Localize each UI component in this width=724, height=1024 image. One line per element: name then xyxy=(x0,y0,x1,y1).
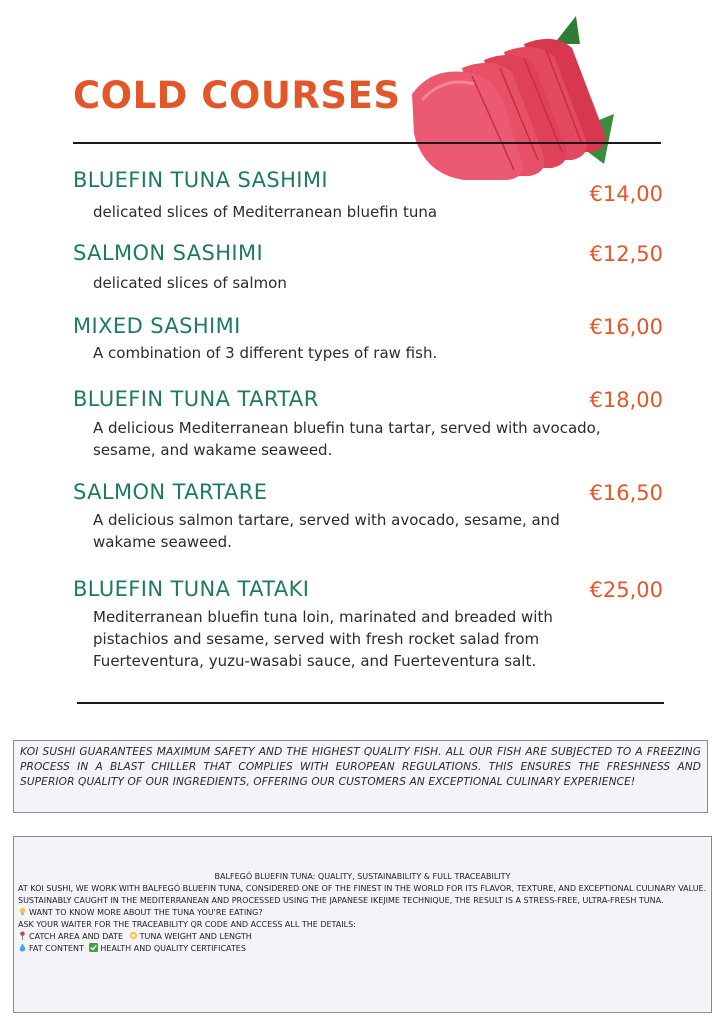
item-name: MIXED SASHIMI xyxy=(73,314,241,338)
menu-item xyxy=(73,479,673,551)
page-title: COLD COURSES xyxy=(73,74,401,117)
traceability-points-row-2: FAT CONTENT HEALTH AND QUALITY CERTIFICATES xyxy=(18,943,707,955)
item-description: A delicious Mediterranean bluefin tuna tartar, served with avocado, sesame, and wakame seaweed. xyxy=(93,419,601,459)
item-description: delicated slices of Mediterranean bluefin tuna xyxy=(93,203,438,221)
item-price: €12,50 xyxy=(589,242,663,266)
item-price: €14,00 xyxy=(589,182,663,206)
menu-item xyxy=(73,313,673,362)
menu-item xyxy=(73,167,673,221)
traceability-question: WANT TO KNOW MORE ABOUT THE TUNA YOU'RE EATING? xyxy=(18,907,707,919)
item-name: SALMON SASHIMI xyxy=(73,241,264,265)
tuna-sashimi-image xyxy=(404,14,624,184)
item-description: delicated slices of salmon xyxy=(93,274,287,292)
pin-icon xyxy=(18,931,27,940)
item-name: SALMON TARTARE xyxy=(73,480,268,504)
item-name: BLUEFIN TUNA SASHIMI xyxy=(73,168,329,192)
traceability-intro: AT KOI SUSHI, WE WORK WITH BALFEGÓ BLUEFIN TUNA, CONSIDERED ONE OF THE FINEST IN THE WORLD FOR ITS FLAVOR, TEXTURE, AND EXCEPTIONAL CULINARY VALUE. xyxy=(18,884,707,893)
item-name: BLUEFIN TUNA TARTAR xyxy=(73,387,319,411)
item-description: Mediterranean bluefin tuna loin, marinated and breaded with pistachios and sesame, served with fresh rocket salad from Fuerteventura, yuzu-wasabi sauce, and Fuerteventura salt. xyxy=(93,608,553,670)
bottom-divider xyxy=(77,702,664,704)
item-price: €16,50 xyxy=(589,481,663,505)
scale-icon xyxy=(129,931,138,940)
item-price: €16,00 xyxy=(589,315,663,339)
check-icon xyxy=(89,943,98,952)
lightbulb-icon xyxy=(18,907,27,916)
safety-notice xyxy=(13,740,708,813)
menu-item xyxy=(73,240,673,292)
item-description: A delicious salmon tartare, served with avocado, sesame, and wakame seaweed. xyxy=(93,511,560,551)
traceability-ask: ASK YOUR WAITER FOR THE TRACEABILITY QR CODE AND ACCESS ALL THE DETAILS: xyxy=(18,920,356,929)
safety-notice-text: KOI SUSHI GUARANTEES MAXIMUM SAFETY AND THE HIGHEST QUALITY FISH. ALL OUR FISH ARE SUBJECTED TO A FREEZING PROCESS IN A BLAST CHILLER THAT COMPLIES WITH EUROPEAN REGULATIONS. THIS ENSURES THE FRESHNESS AND SUPERIOR QUALITY OF OUR INGREDIENTS, OFFERING OUR CUSTOMERS AN EXCEPTIONAL CULINARY EXPERIENCE! xyxy=(20,746,701,788)
top-divider xyxy=(73,142,661,144)
menu-item xyxy=(73,576,673,670)
droplet-icon xyxy=(18,943,27,952)
traceability-title: BALFEGÓ BLUEFIN TUNA: QUALITY, SUSTAINABILITY & FULL TRACEABILITY xyxy=(214,872,511,881)
item-name: BLUEFIN TUNA TATAKI xyxy=(73,577,310,601)
item-description: A combination of 3 different types of raw fish. xyxy=(93,344,438,362)
traceability-process: SUSTAINABLY CAUGHT IN THE MEDITERRANEAN AND PROCESSED USING THE JAPANESE IKEJIME TECHNIQUE, THE RESULT IS A STRESS-FREE, ULTRA-FRESH TUNA. xyxy=(18,896,664,905)
menu-item xyxy=(73,386,673,459)
traceability-box xyxy=(13,836,712,1013)
item-price: €25,00 xyxy=(589,578,663,602)
traceability-points-row-1: CATCH AREA AND DATE TUNA WEIGHT AND LENGTH xyxy=(18,931,707,943)
item-price: €18,00 xyxy=(589,388,663,412)
